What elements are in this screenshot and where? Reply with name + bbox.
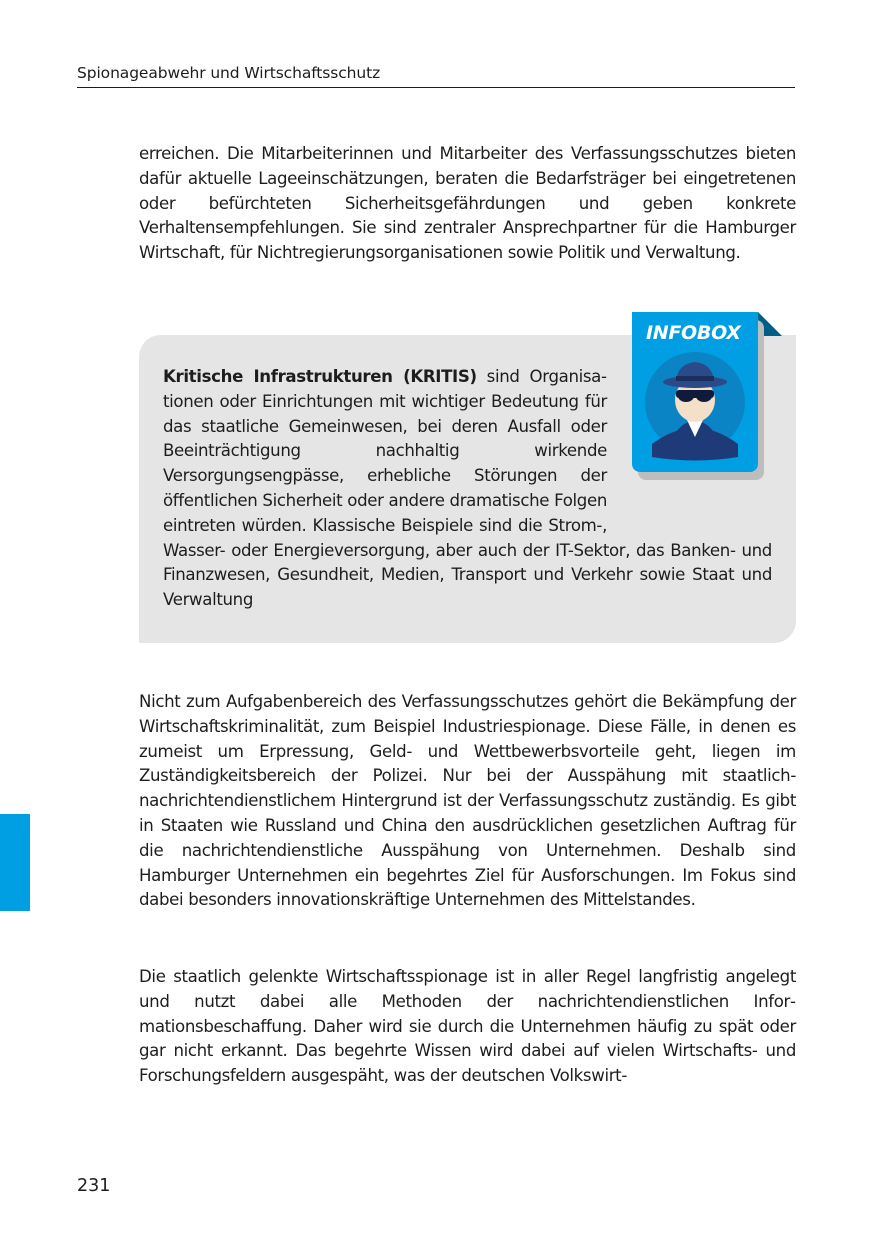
paragraph-economic-crime: Nicht zum Aufgabenbereich des Verfassungsschutzes gehört die Bekämpfung der Wirtschaftskriminalität, zum Beispiel Industriespionage. Diese Fälle, in denen es zumeist um Erpressung, Geld- und Wettbewerbsvorteile geht, liegen im Zuständigkeitsbereich der Polizei. Nur bei der Ausspähung mit staatlich-nachrichtendienstlichem Hintergrund ist der Verfassungsschutz zuständig. Es gibt in Staaten wie Russland und China den ausdrücklichen gesetzlichen Auftrag für die nachrichtendienstliche Ausspähung von Unternehmen. Deshalb sind Hamburger Unternehmen ein begehrtes Ziel für Ausforschungen. Im Fokus sind dabei besonders innovationskräftige Unternehmen des Mittelstandes. <box>139 692 796 910</box>
infobox-label: INFOBOX <box>646 322 741 344</box>
page-number: 231 <box>77 1176 111 1196</box>
infobox-term: Kritische Infrastrukturen (KRITIS) <box>163 367 477 386</box>
running-header: Spionageabwehr und Wirtschaftsschutz <box>77 64 795 88</box>
infobox-body: sind Organisationen oder Einrichtungen mit wichtiger Bedeutung für das staatliche Gemeinwesen, bei deren Ausfall oder Beeinträchtigung nachhaltig wirkende Versorgungsengpässe, erhebliche Störungen der öffentlichen Sicherheit oder andere dramatische Folgen eintreten würden. Klassische Beispiele sind die Strom-, Wasser- oder Energieversorgung, aber auch der IT-Sektor, das Banken- und Finanzwesen, Gesundheit, Medien, Transport und Verkehr sowie Staat und Verwaltung <box>163 367 772 610</box>
chapter-tab <box>0 814 30 911</box>
paragraph-economic-espionage: Die staatlich gelenkte Wirtschaftsspionage ist in aller Regel langfristig angelegt und nutzt dabei alle Methoden der nachrichtendienstlichen Informationsbeschaffung. Daher wird sie durch die Unternehmen häufig zu spät oder gar nicht erkannt. Das begehrte Wissen wird dabei auf vielen Wirtschafts- und Forschungsfeldern ausgespäht, was der deutschen Volkswirt- <box>139 967 796 1086</box>
paragraph-intro: erreichen. Die Mitarbeiterinnen und Mitarbeiter des Verfassungsschutzes bieten dafür aktuelle Lageeinschätzungen, beraten die Bedarfsträger bei eingetretenen oder befürchteten Sicherheitsgefährdungen und geben konkrete Verhaltensempfehlungen. Sie sind zentraler Ansprechpartner für die Hamburger Wirtschaft, für Nichtregierungsorganisationen sowie Politik und Verwaltung. <box>139 144 796 263</box>
spy-icon <box>645 352 745 461</box>
